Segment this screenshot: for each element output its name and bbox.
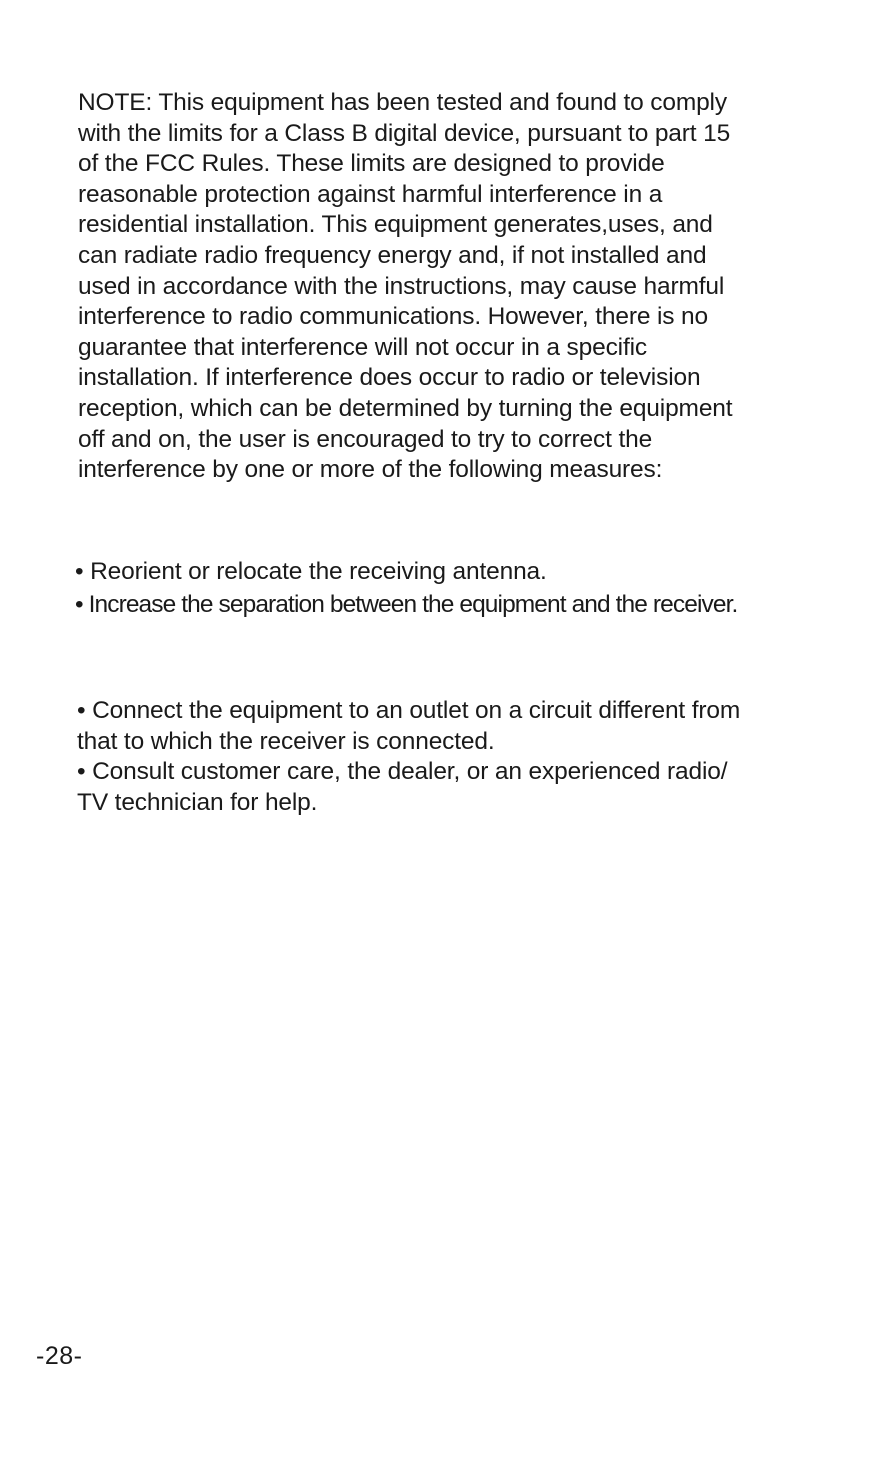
note-line: can radiate radio frequency energy and, if not installed and	[78, 242, 707, 269]
measure-item-consult-cont: TV technician for help.	[77, 788, 318, 816]
note-line: installation. If interference does occur to radio or television	[78, 364, 701, 392]
note-line: of the FCC Rules. These limits are designed to provide	[78, 150, 665, 178]
note-line: reasonable protection against harmful interference in a	[78, 180, 663, 208]
note-line: interference to radio communications. However, there is no	[78, 303, 708, 331]
note-line: reception, which can be determined by turning the equipment	[78, 395, 733, 422]
note-line: residential installation. This equipment generates,uses, and	[78, 211, 713, 239]
note-line: guarantee that interference will not occur in a specific	[78, 333, 648, 361]
note-line: NOTE: This equipment has been tested and found to comply	[78, 89, 727, 116]
page-number: -28-	[36, 1342, 83, 1370]
note-line: with the limits for a Class B digital device, pursuant to part 15	[78, 119, 731, 147]
note-line: off and on, the user is encouraged to try to correct the	[78, 425, 653, 453]
measure-item-consult: • Consult customer care, the dealer, or an experienced radio/	[77, 758, 728, 786]
measure-item-connect-outlet: • Connect the equipment to an outlet on a circuit different from	[77, 697, 741, 724]
measure-item-connect-outlet-cont: that to which the receiver is connected.	[77, 727, 495, 755]
measure-item-reorient: • Reorient or relocate the receiving antenna.	[75, 558, 547, 585]
measure-item-increase-separation: • Increase the separation between the equipment and the receiver.	[75, 591, 738, 618]
note-line: interference by one or more of the following measures:	[78, 456, 663, 484]
note-line: used in accordance with the instructions, may cause harmful	[78, 272, 725, 300]
